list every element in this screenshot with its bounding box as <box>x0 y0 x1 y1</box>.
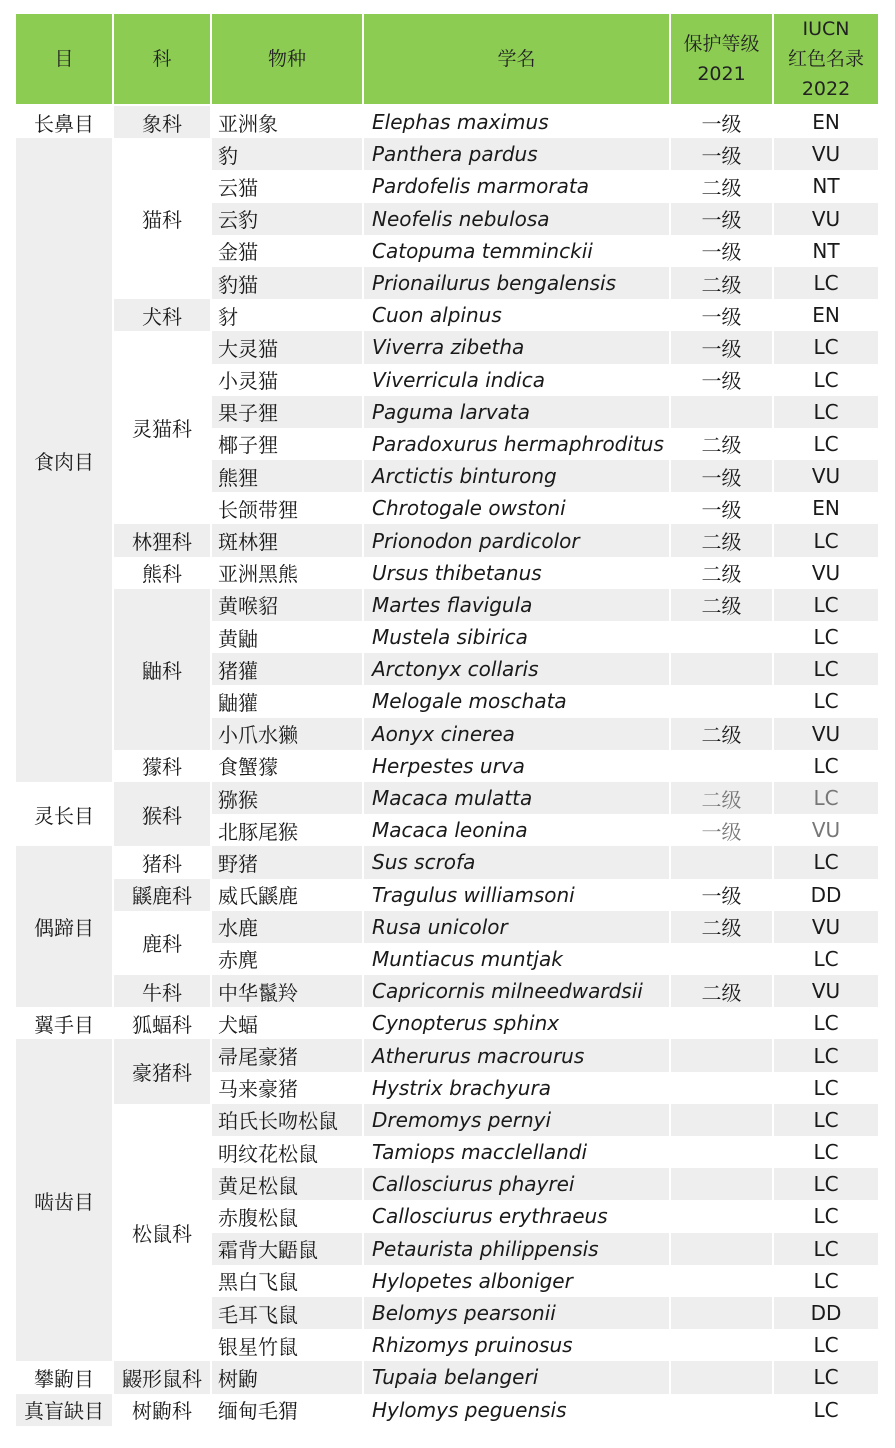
iucn-status-cell: LC <box>774 364 878 396</box>
scientific-name-cell: Macaca leonina <box>364 814 669 846</box>
scientific-name-cell: Mustela sibirica <box>364 621 669 653</box>
species-cell: 野猪 <box>212 846 362 878</box>
iucn-status-cell: LC <box>774 685 878 717</box>
species-cell: 北豚尾猴 <box>212 814 362 846</box>
order-cell: 翼手目 <box>16 1007 112 1039</box>
species-cell: 豹 <box>212 138 362 170</box>
protection-grade-cell: 一级 <box>671 492 772 524</box>
protection-grade-cell <box>671 1329 772 1361</box>
species-cell: 马来豪猪 <box>212 1072 362 1104</box>
family-cell: 灵猫科 <box>114 331 210 524</box>
order-cell: 啮齿目 <box>16 1039 112 1361</box>
iucn-status-cell: VU <box>774 975 878 1007</box>
scientific-name-cell: Cuon alpinus <box>364 299 669 331</box>
iucn-status-cell: NT <box>774 235 878 267</box>
protection-grade-cell: 一级 <box>671 814 772 846</box>
scientific-name-cell: Dremomys pernyi <box>364 1104 669 1136</box>
table-row <box>16 1394 878 1426</box>
order-cell: 真盲缺目 <box>16 1394 112 1426</box>
scientific-name-cell: Arctictis binturong <box>364 460 669 492</box>
protection-grade-cell <box>671 1233 772 1265</box>
header-scientific-name: 学名 <box>364 14 669 106</box>
iucn-status-cell: LC <box>774 1136 878 1168</box>
scientific-name-cell: Callosciurus erythraeus <box>364 1200 669 1232</box>
table-row <box>16 1361 878 1393</box>
scientific-name-cell: Prionailurus bengalensis <box>364 267 669 299</box>
header-grade-line1: 保护等级 <box>683 33 760 55</box>
iucn-status-cell: LC <box>774 1007 878 1039</box>
protection-grade-cell: 二级 <box>671 911 772 943</box>
protection-grade-cell: 一级 <box>671 138 772 170</box>
family-cell: 猫科 <box>114 138 210 299</box>
iucn-status-cell: LC <box>774 1072 878 1104</box>
protection-grade-cell: 一级 <box>671 331 772 363</box>
protection-grade-cell: 一级 <box>671 203 772 235</box>
header-family: 科 <box>114 14 210 106</box>
protection-grade-cell <box>671 1039 772 1071</box>
scientific-name-cell: Sus scrofa <box>364 846 669 878</box>
scientific-name-cell: Tragulus williamsoni <box>364 879 669 911</box>
iucn-status-cell: LC <box>774 1104 878 1136</box>
family-cell: 鼷鹿科 <box>114 879 210 911</box>
protection-grade-cell: 一级 <box>671 299 772 331</box>
species-cell: 云猫 <box>212 170 362 202</box>
scientific-name-cell: Rhizomys pruinosus <box>364 1329 669 1361</box>
scientific-name-cell: Hylopetes alboniger <box>364 1265 669 1297</box>
header-protection-grade <box>671 14 772 106</box>
protection-grade-cell <box>671 1007 772 1039</box>
protection-grade-cell <box>671 1394 772 1426</box>
species-cell: 黄喉貂 <box>212 589 362 621</box>
header-order: 目 <box>16 14 112 106</box>
protection-grade-cell: 二级 <box>671 782 772 814</box>
header-row <box>16 14 878 106</box>
protection-grade-cell <box>671 653 772 685</box>
table-row <box>16 846 878 878</box>
family-cell: 鼬科 <box>114 589 210 750</box>
family-cell: 鹿科 <box>114 911 210 975</box>
table-row <box>16 331 878 363</box>
species-cell: 中华鬣羚 <box>212 975 362 1007</box>
table-row <box>16 106 878 138</box>
scientific-name-cell: Capricornis milneedwardsii <box>364 975 669 1007</box>
iucn-status-cell: VU <box>774 203 878 235</box>
protection-grade-cell: 二级 <box>671 428 772 460</box>
iucn-status-cell: VU <box>774 814 878 846</box>
protection-grade-cell <box>671 943 772 975</box>
family-cell: 树鼩科 <box>114 1394 210 1426</box>
scientific-name-cell: Prionodon pardicolor <box>364 524 669 556</box>
family-cell: 牛科 <box>114 975 210 1007</box>
iucn-status-cell: LC <box>774 846 878 878</box>
protection-grade-cell: 一级 <box>671 235 772 267</box>
iucn-status-cell: LC <box>774 331 878 363</box>
species-cell: 亚洲黑熊 <box>212 557 362 589</box>
iucn-status-cell: DD <box>774 879 878 911</box>
scientific-name-cell: Martes flavigula <box>364 589 669 621</box>
protection-grade-cell <box>671 1136 772 1168</box>
species-cell: 大灵猫 <box>212 331 362 363</box>
species-cell: 果子狸 <box>212 396 362 428</box>
species-cell: 小爪水獭 <box>212 718 362 750</box>
species-cell: 威氏鼷鹿 <box>212 879 362 911</box>
species-cell: 黄足松鼠 <box>212 1168 362 1200</box>
iucn-status-cell: LC <box>774 943 878 975</box>
family-cell: 松鼠科 <box>114 1104 210 1362</box>
scientific-name-cell: Tamiops macclellandi <box>364 1136 669 1168</box>
protection-grade-cell: 一级 <box>671 106 772 138</box>
species-cell: 云豹 <box>212 203 362 235</box>
table-row <box>16 750 878 782</box>
iucn-status-cell: LC <box>774 267 878 299</box>
family-cell: 猪科 <box>114 846 210 878</box>
protection-grade-cell: 二级 <box>671 524 772 556</box>
scientific-name-cell: Catopuma temminckii <box>364 235 669 267</box>
protection-grade-cell <box>671 750 772 782</box>
iucn-status-cell: LC <box>774 653 878 685</box>
protection-grade-cell <box>671 1168 772 1200</box>
iucn-status-cell: LC <box>774 1168 878 1200</box>
order-cell: 食肉目 <box>16 138 112 782</box>
iucn-status-cell: LC <box>774 1039 878 1071</box>
protection-grade-cell: 二级 <box>671 718 772 750</box>
protection-grade-cell <box>671 1104 772 1136</box>
table-row <box>16 524 878 556</box>
protection-grade-cell: 一级 <box>671 364 772 396</box>
species-cell: 椰子狸 <box>212 428 362 460</box>
family-cell: 象科 <box>114 106 210 138</box>
family-cell: 熊科 <box>114 557 210 589</box>
table-row <box>16 782 878 814</box>
species-cell: 树鼩 <box>212 1361 362 1393</box>
iucn-status-cell: NT <box>774 170 878 202</box>
scientific-name-cell: Atherurus macrourus <box>364 1039 669 1071</box>
protection-grade-cell <box>671 1200 772 1232</box>
table-row <box>16 1104 878 1136</box>
family-cell: 林狸科 <box>114 524 210 556</box>
scientific-name-cell: Melogale moschata <box>364 685 669 717</box>
iucn-status-cell: DD <box>774 1297 878 1329</box>
scientific-name-cell: Pardofelis marmorata <box>364 170 669 202</box>
iucn-status-cell: LC <box>774 1200 878 1232</box>
header-iucn-line1: IUCN <box>802 18 850 40</box>
scientific-name-cell: Cynopterus sphinx <box>364 1007 669 1039</box>
iucn-status-cell: VU <box>774 557 878 589</box>
species-cell: 霜背大鼯鼠 <box>212 1233 362 1265</box>
iucn-status-cell: EN <box>774 492 878 524</box>
family-cell: 狐蝠科 <box>114 1007 210 1039</box>
species-cell: 明纹花松鼠 <box>212 1136 362 1168</box>
species-cell: 熊狸 <box>212 460 362 492</box>
table-row <box>16 557 878 589</box>
table-body <box>16 106 878 1426</box>
iucn-status-cell: LC <box>774 1361 878 1393</box>
iucn-status-cell: LC <box>774 428 878 460</box>
species-cell: 食蟹獴 <box>212 750 362 782</box>
scientific-name-cell: Viverricula indica <box>364 364 669 396</box>
order-cell: 灵长目 <box>16 782 112 846</box>
scientific-name-cell: Rusa unicolor <box>364 911 669 943</box>
header-iucn <box>774 14 878 106</box>
iucn-status-cell: LC <box>774 1329 878 1361</box>
family-cell: 鼹形鼠科 <box>114 1361 210 1393</box>
header-grade-line2: 2021 <box>697 63 746 85</box>
header-species: 物种 <box>212 14 362 106</box>
species-table <box>14 14 880 1426</box>
scientific-name-cell: Macaca mulatta <box>364 782 669 814</box>
species-cell: 水鹿 <box>212 911 362 943</box>
table-row <box>16 911 878 943</box>
iucn-status-cell: EN <box>774 299 878 331</box>
scientific-name-cell: Petaurista philippensis <box>364 1233 669 1265</box>
species-cell: 小灵猫 <box>212 364 362 396</box>
family-cell: 猴科 <box>114 782 210 846</box>
protection-grade-cell <box>671 396 772 428</box>
scientific-name-cell: Viverra zibetha <box>364 331 669 363</box>
species-cell: 亚洲象 <box>212 106 362 138</box>
protection-grade-cell <box>671 1297 772 1329</box>
protection-grade-cell <box>671 1265 772 1297</box>
scientific-name-cell: Aonyx cinerea <box>364 718 669 750</box>
iucn-status-cell: LC <box>774 589 878 621</box>
table-row <box>16 138 878 170</box>
species-cell: 赤麂 <box>212 943 362 975</box>
iucn-status-cell: LC <box>774 1394 878 1426</box>
iucn-status-cell: VU <box>774 718 878 750</box>
species-cell: 珀氏长吻松鼠 <box>212 1104 362 1136</box>
scientific-name-cell: Chrotogale owstoni <box>364 492 669 524</box>
table-row <box>16 1007 878 1039</box>
species-cell: 斑林狸 <box>212 524 362 556</box>
scientific-name-cell: Paradoxurus hermaphroditus <box>364 428 669 460</box>
species-cell: 黑白飞鼠 <box>212 1265 362 1297</box>
protection-grade-cell <box>671 621 772 653</box>
scientific-name-cell: Callosciurus phayrei <box>364 1168 669 1200</box>
scientific-name-cell: Belomys pearsonii <box>364 1297 669 1329</box>
species-cell: 帚尾豪猪 <box>212 1039 362 1071</box>
scientific-name-cell: Panthera pardus <box>364 138 669 170</box>
table-row <box>16 299 878 331</box>
family-cell: 獴科 <box>114 750 210 782</box>
protection-grade-cell: 二级 <box>671 975 772 1007</box>
table-row <box>16 589 878 621</box>
family-cell: 豪猪科 <box>114 1039 210 1103</box>
species-cell: 长颌带狸 <box>212 492 362 524</box>
species-cell: 毛耳飞鼠 <box>212 1297 362 1329</box>
protection-grade-cell <box>671 1361 772 1393</box>
protection-grade-cell: 一级 <box>671 460 772 492</box>
species-cell: 金猫 <box>212 235 362 267</box>
protection-grade-cell <box>671 846 772 878</box>
iucn-status-cell: LC <box>774 396 878 428</box>
species-cell: 猪獾 <box>212 653 362 685</box>
table-row <box>16 1039 878 1071</box>
species-table-container <box>14 14 880 1426</box>
species-cell: 黄鼬 <box>212 621 362 653</box>
scientific-name-cell: Neofelis nebulosa <box>364 203 669 235</box>
scientific-name-cell: Arctonyx collaris <box>364 653 669 685</box>
scientific-name-cell: Hylomys peguensis <box>364 1394 669 1426</box>
protection-grade-cell: 二级 <box>671 170 772 202</box>
iucn-status-cell: LC <box>774 524 878 556</box>
iucn-status-cell: LC <box>774 1233 878 1265</box>
iucn-status-cell: LC <box>774 750 878 782</box>
protection-grade-cell: 二级 <box>671 267 772 299</box>
iucn-status-cell: LC <box>774 782 878 814</box>
scientific-name-cell: Ursus thibetanus <box>364 557 669 589</box>
scientific-name-cell: Elephas maximus <box>364 106 669 138</box>
scientific-name-cell: Hystrix brachyura <box>364 1072 669 1104</box>
species-cell: 缅甸毛猬 <box>212 1394 362 1426</box>
iucn-status-cell: LC <box>774 1265 878 1297</box>
order-cell: 攀鼩目 <box>16 1361 112 1393</box>
protection-grade-cell: 一级 <box>671 879 772 911</box>
scientific-name-cell: Herpestes urva <box>364 750 669 782</box>
table-row <box>16 975 878 1007</box>
iucn-status-cell: VU <box>774 138 878 170</box>
species-cell: 银星竹鼠 <box>212 1329 362 1361</box>
protection-grade-cell: 二级 <box>671 589 772 621</box>
family-cell: 犬科 <box>114 299 210 331</box>
species-cell: 豹猫 <box>212 267 362 299</box>
order-cell: 偶蹄目 <box>16 846 112 1007</box>
scientific-name-cell: Tupaia belangeri <box>364 1361 669 1393</box>
species-cell: 赤腹松鼠 <box>212 1200 362 1232</box>
protection-grade-cell <box>671 1072 772 1104</box>
iucn-status-cell: VU <box>774 460 878 492</box>
iucn-status-cell: EN <box>774 106 878 138</box>
scientific-name-cell: Muntiacus muntjak <box>364 943 669 975</box>
species-cell: 豺 <box>212 299 362 331</box>
protection-grade-cell: 二级 <box>671 557 772 589</box>
species-cell: 鼬獾 <box>212 685 362 717</box>
header-iucn-line2: 红色名录 <box>787 48 864 70</box>
species-cell: 犬蝠 <box>212 1007 362 1039</box>
table-row <box>16 879 878 911</box>
order-cell: 长鼻目 <box>16 106 112 138</box>
scientific-name-cell: Paguma larvata <box>364 396 669 428</box>
iucn-status-cell: VU <box>774 911 878 943</box>
protection-grade-cell <box>671 685 772 717</box>
species-cell: 猕猴 <box>212 782 362 814</box>
header-iucn-line3: 2022 <box>801 78 851 100</box>
iucn-status-cell: LC <box>774 621 878 653</box>
